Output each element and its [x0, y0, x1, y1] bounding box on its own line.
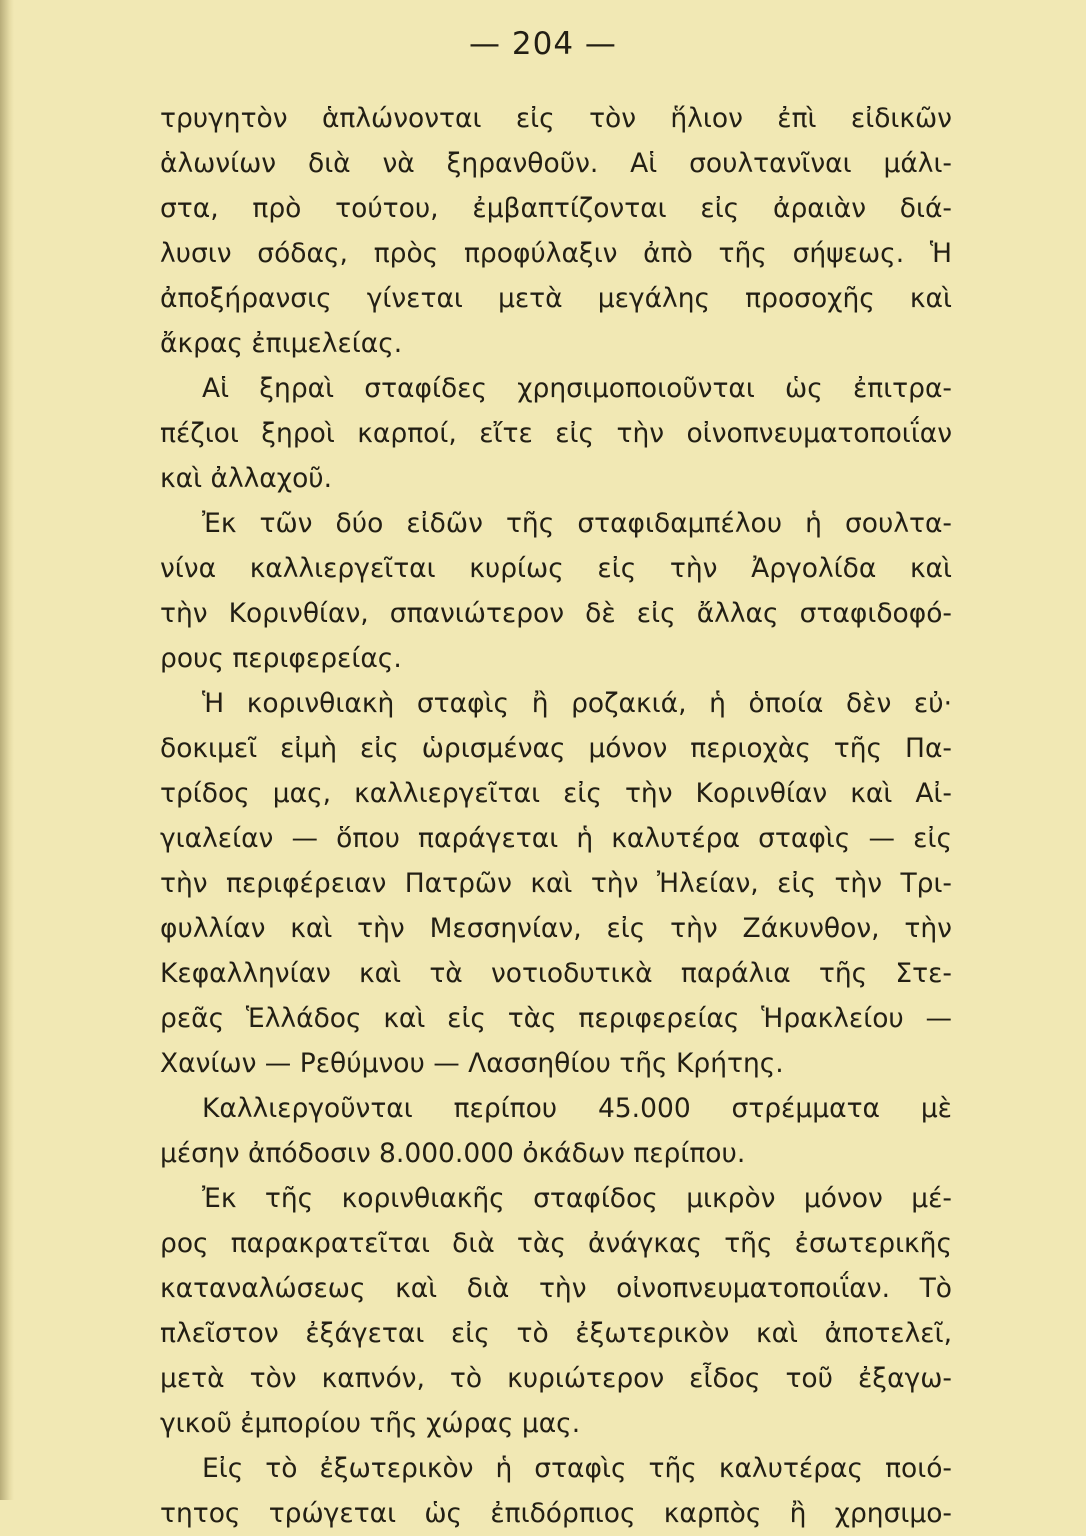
text-line: τὴν περιφέρειαν Πατρῶν καὶ τὴν Ἠλείαν, εἰς τὴν Τρι-	[160, 868, 952, 899]
text-line: ἁλωνίων διὰ νὰ ξηρανθοῦν. Αἱ σουλτανῖναι μάλι-	[160, 148, 952, 179]
body-text	[160, 96, 952, 1536]
text-line: καταναλώσεως καὶ διὰ τὴν οἰνοπνευματοποιΐαν. Τὸ	[160, 1273, 952, 1304]
text-line: τὴν Κορινθίαν, σπανιώτερον δὲ εἰς ἄλλας σταφιδοφό-	[160, 598, 952, 629]
paragraph	[160, 96, 952, 366]
text-line: τρίδος μας, καλλιεργεῖται εἰς τὴν Κορινθίαν καὶ Αἰ-	[160, 778, 952, 809]
text-line: Ἐκ τῶν δύο εἰδῶν τῆς σταφιδαμπέλου ἡ σουλτα-	[202, 508, 952, 539]
binding-shadow	[0, 0, 14, 1500]
paragraph	[160, 1086, 952, 1176]
text-line: καὶ ἀλλαχοῦ.	[160, 463, 333, 494]
text-line: ρους περιφερείας.	[160, 643, 402, 674]
text-line: μετὰ τὸν καπνόν, τὸ κυριώτερον εἶδος τοῦ ἐξαγω-	[160, 1363, 952, 1394]
paragraph	[160, 1176, 952, 1446]
text-line: ἄκρας ἐπιμελείας.	[160, 328, 403, 359]
text-line: γικοῦ ἐμπορίου τῆς χώρας μας.	[160, 1408, 581, 1439]
text-line: πλεῖστον ἐξάγεται εἰς τὸ ἐξωτερικὸν καὶ ἀποτελεῖ,	[160, 1318, 952, 1349]
page-number: — 204 —	[469, 26, 617, 62]
text-line: ἀποξήρανσις γίνεται μετὰ μεγάλης προσοχῆς καὶ	[160, 283, 952, 314]
text-line: Χανίων — Ρεθύμνου — Λασσηθίου τῆς Κρήτης.	[160, 1048, 784, 1079]
text-line: Ἡ κορινθιακὴ σταφὶς ἢ ροζακιά, ἡ ὁποία δὲν εὐ·	[202, 688, 952, 719]
text-line: γιαλείαν — ὅπου παράγεται ἡ καλυτέρα σταφὶς — εἰς	[160, 823, 952, 854]
text-line: λυσιν σόδας, πρὸς προφύλαξιν ἀπὸ τῆς σήψεως. Ἡ	[160, 238, 952, 269]
paragraph	[160, 1446, 952, 1536]
text-line: στα, πρὸ τούτου, ἐμβαπτίζονται εἰς ἀραιὰν διά-	[160, 193, 952, 224]
text-line: πέζιοι ξηροὶ καρποί, εἴτε εἰς τὴν οἰνοπνευματοποιΐαν	[160, 418, 952, 449]
text-line: ρος παρακρατεῖται διὰ τὰς ἀνάγκας τῆς ἐσωτερικῆς	[160, 1228, 952, 1259]
paragraph	[160, 681, 952, 1086]
text-line: Κεφαλληνίαν καὶ τὰ νοτιοδυτικὰ παράλια τῆς Στε-	[160, 958, 952, 989]
text-line: νίνα καλλιεργεῖται κυρίως εἰς τὴν Ἀργολίδα καὶ	[160, 553, 952, 584]
text-line: δοκιμεῖ εἰμὴ εἰς ὡρισμένας μόνον περιοχὰς τῆς Πα-	[160, 733, 952, 764]
text-line: φυλλίαν καὶ τὴν Μεσσηνίαν, εἰς τὴν Ζάκυνθον, τὴν	[160, 913, 952, 944]
text-line: Εἰς τὸ ἐξωτερικὸν ἡ σταφὶς τῆς καλυτέρας ποιό-	[202, 1453, 952, 1484]
paragraph	[160, 501, 952, 681]
text-line: Αἱ ξηραὶ σταφίδες χρησιμοποιοῦνται ὡς ἐπιτρα-	[202, 373, 952, 404]
text-line: Καλλιεργοῦνται περίπου 45.000 στρέμματα μὲ	[202, 1093, 952, 1124]
text-line: μέσην ἀπόδοσιν 8.000.000 ὀκάδων περίπου.	[160, 1138, 746, 1169]
text-line: Ἐκ τῆς κορινθιακῆς σταφίδος μικρὸν μόνον μέ-	[202, 1183, 952, 1214]
text-line: τητος τρώγεται ὡς ἐπιδόρπιος καρπὸς ἢ χρησιμο-	[160, 1498, 952, 1529]
text-line: ρεᾶς Ἑλλάδος καὶ εἰς τὰς περιφερείας Ἡρακλείου —	[160, 1003, 952, 1034]
text-line: τρυγητὸν ἁπλώνονται εἰς τὸν ἥλιον ἐπὶ εἰδικῶν	[160, 103, 952, 134]
paragraph	[160, 366, 952, 501]
